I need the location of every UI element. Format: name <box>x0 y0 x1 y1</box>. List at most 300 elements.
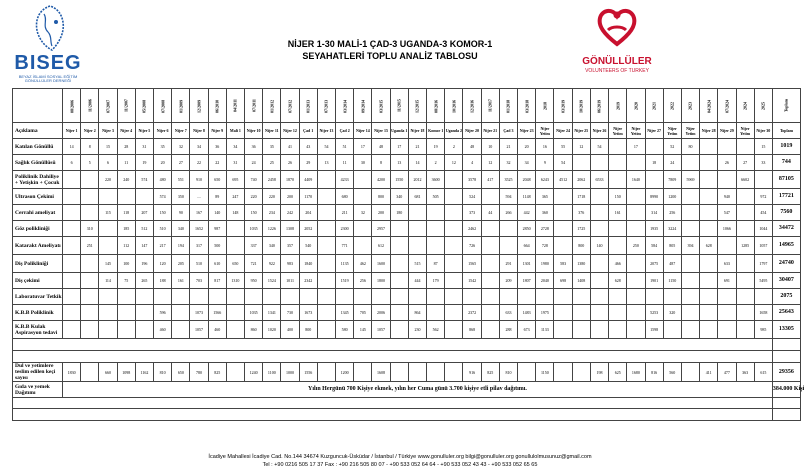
value-cell <box>609 139 627 155</box>
value-cell <box>427 221 445 237</box>
trip-column-header: Çad 2 <box>336 123 354 139</box>
value-cell <box>627 189 645 205</box>
first-column-header: Açıklama <box>13 123 63 139</box>
value-cell <box>590 321 608 339</box>
value-cell: 34 <box>226 139 244 155</box>
value-cell: 510 <box>190 255 208 273</box>
value-cell: 4409 <box>299 171 317 189</box>
value-cell <box>317 273 335 289</box>
value-cell: 983 <box>281 255 299 273</box>
trip-column-header: Nijer 25 <box>572 123 590 139</box>
value-cell <box>754 171 772 189</box>
value-cell: 2957 <box>372 221 390 237</box>
biseg-subtitle: BEYAZ İSLAMİ SOSYAL EĞİTİM GÖNÜLLÜLER DERNEĞİ <box>18 74 78 83</box>
value-cell <box>63 205 81 221</box>
value-cell: 7809 <box>663 171 681 189</box>
value-cell <box>226 237 244 255</box>
value-cell: 3525 <box>499 171 517 189</box>
value-cell: 21 <box>408 139 426 155</box>
heart-hand-icon <box>596 6 638 48</box>
date-header-cell: 12/2009 <box>190 89 208 123</box>
wells-row <box>13 409 801 421</box>
trip-column-header: Nijer 28 <box>700 123 718 139</box>
value-cell: 1310 <box>226 273 244 289</box>
value-cell <box>554 205 572 221</box>
row-label: Laboratuvar Tetkik <box>13 289 63 305</box>
row-total: 1019 <box>772 139 800 155</box>
value-cell <box>336 289 354 305</box>
value-cell: 120 <box>154 255 172 273</box>
value-cell: 633 <box>499 305 517 321</box>
value-cell: 1150 <box>536 363 554 382</box>
date-header-cell: 07/2012 <box>281 89 299 123</box>
date-header-cell: 03/2014 <box>336 89 354 123</box>
value-cell: 32 <box>172 139 190 155</box>
value-cell: 188 <box>154 273 172 289</box>
value-cell: 13 <box>390 155 408 171</box>
date-header-cell: 07/2024 <box>718 89 736 123</box>
value-cell: 805 <box>663 237 681 255</box>
value-cell: 580 <box>336 321 354 339</box>
date-header-cell: 2025 <box>754 89 772 123</box>
value-cell: 357 <box>281 237 299 255</box>
value-cell: 740 <box>245 171 263 189</box>
value-cell: 43 <box>299 139 317 155</box>
value-cell <box>317 363 335 382</box>
row-total: 384.000 Kişi <box>772 382 800 398</box>
value-cell <box>63 237 81 255</box>
value-cell <box>408 289 426 305</box>
value-cell: 48 <box>463 139 481 155</box>
value-cell: 12 <box>572 139 590 155</box>
date-header-cell: 08/2016 <box>427 89 445 123</box>
value-cell: 2 <box>445 139 463 155</box>
value-cell: 868 <box>463 321 481 339</box>
value-cell <box>609 289 627 305</box>
value-cell <box>317 305 335 321</box>
goat-distribution-row <box>13 363 801 382</box>
value-cell <box>518 289 536 305</box>
value-cell <box>700 171 718 189</box>
value-cell <box>154 289 172 305</box>
value-cell <box>408 237 426 255</box>
table-row <box>13 321 801 339</box>
value-cell: 337 <box>245 237 263 255</box>
value-cell <box>99 321 117 339</box>
value-cell: 524 <box>463 189 481 205</box>
value-cell: 150 <box>245 205 263 221</box>
value-cell <box>226 289 244 305</box>
date-header-cell: 03/2019 <box>554 89 572 123</box>
value-cell <box>663 321 681 339</box>
value-cell: 6 <box>99 155 117 171</box>
value-cell <box>354 189 372 205</box>
value-cell: 703 <box>190 273 208 289</box>
value-cell: 4233 <box>336 171 354 189</box>
value-cell <box>317 205 335 221</box>
value-cell: 780 <box>190 363 208 382</box>
value-cell <box>445 321 463 339</box>
value-cell <box>317 289 335 305</box>
row-total: 29356 <box>772 363 800 382</box>
value-cell <box>663 289 681 305</box>
value-cell: 691 <box>718 273 736 289</box>
value-cell <box>536 289 554 305</box>
value-cell <box>81 205 99 221</box>
date-header-cell: 12/2015 <box>408 89 426 123</box>
date-header-cell: 07/2011 <box>245 89 263 123</box>
value-cell <box>499 289 517 305</box>
value-cell: 2052 <box>299 221 317 237</box>
value-cell <box>627 321 645 339</box>
value-cell: 1035 <box>245 305 263 321</box>
value-cell <box>718 321 736 339</box>
value-cell: 26 <box>718 155 736 171</box>
value-cell: 1200 <box>663 189 681 205</box>
trip-column-header: Nijer 15 <box>372 123 390 139</box>
value-cell: 6243 <box>536 171 554 189</box>
value-cell <box>554 221 572 237</box>
footer-address: İcadiye Mahallesi İcadiye Cad. No.144 34674 Kuzguncuk-Üsküdar / İstanbul / Türkiye www.gonulluler.org bilgi@gonulluler.org gonullulolmusunuz@gmail.com <box>208 454 592 460</box>
value-cell <box>554 237 572 255</box>
value-cell: 480 <box>154 171 172 189</box>
date-header-cell: 2022 <box>663 89 681 123</box>
value-cell: 112 <box>117 237 135 255</box>
value-cell: 44 <box>481 205 499 221</box>
value-cell: 24 <box>245 155 263 171</box>
value-cell: 1301 <box>518 255 536 273</box>
value-cell: 220 <box>263 189 281 205</box>
value-cell: 6 <box>63 155 81 171</box>
value-cell: 462 <box>354 255 372 273</box>
value-cell <box>408 221 426 237</box>
trip-column-header: Nijer 5 <box>135 123 153 139</box>
value-cell: 466 <box>609 255 627 273</box>
value-cell: 660 <box>99 363 117 382</box>
value-cell <box>590 273 608 289</box>
analysis-table <box>12 88 804 421</box>
corner-cell <box>13 89 63 123</box>
value-cell: 2 <box>427 155 445 171</box>
value-cell <box>63 189 81 205</box>
row-total: 744 <box>772 155 800 171</box>
value-cell: 19 <box>427 139 445 155</box>
value-cell: 89 <box>208 189 226 205</box>
value-cell <box>627 221 645 237</box>
value-cell: 1073 <box>190 305 208 321</box>
value-cell: 1935 <box>645 221 663 237</box>
value-cell <box>590 289 608 305</box>
value-cell: 5253 <box>645 305 663 321</box>
value-cell <box>736 139 754 155</box>
trip-column-header: Nijer 21 <box>481 123 499 139</box>
value-cell: 14 <box>63 139 81 155</box>
trip-column-header: Nijer 6 <box>154 123 172 139</box>
value-cell <box>445 171 463 189</box>
value-cell <box>445 189 463 205</box>
value-cell: 13 <box>317 155 335 171</box>
value-cell <box>135 189 153 205</box>
table-row <box>13 171 801 189</box>
value-cell: 28 <box>117 139 135 155</box>
value-cell <box>99 237 117 255</box>
value-cell: 1565 <box>463 255 481 273</box>
value-cell <box>99 189 117 205</box>
trip-column-header: Nijer 20 <box>463 123 481 139</box>
value-cell <box>427 363 445 382</box>
date-header-cell: 2018 <box>536 89 554 123</box>
value-cell: 583 <box>554 255 572 273</box>
row-total: 7560 <box>772 205 800 221</box>
date-header-cell: 2023 <box>681 89 699 123</box>
value-cell <box>590 205 608 221</box>
value-cell: 36 <box>208 139 226 155</box>
value-cell <box>172 321 190 339</box>
value-cell <box>63 255 81 273</box>
value-cell <box>117 189 135 205</box>
value-cell <box>117 321 135 339</box>
value-cell: 628 <box>609 273 627 289</box>
value-cell: .... <box>190 189 208 205</box>
value-cell <box>645 289 663 305</box>
value-cell: 3224 <box>663 221 681 237</box>
date-header-cell: 01/2009 <box>172 89 190 123</box>
value-cell: 1542 <box>463 273 481 289</box>
value-cell <box>226 363 244 382</box>
value-cell: 5969 <box>681 171 699 189</box>
trip-column-header: Nijer 8 <box>190 123 208 139</box>
row-label: Ultrason Çekimi <box>13 189 63 205</box>
value-cell: 2462 <box>463 221 481 237</box>
trip-column-header: Nijer 12 <box>281 123 299 139</box>
value-cell <box>718 237 736 255</box>
value-cell <box>499 221 517 237</box>
value-cell <box>445 363 463 382</box>
value-cell: 29 <box>299 155 317 171</box>
value-cell: 16 <box>536 139 554 155</box>
value-cell: 75 <box>117 273 135 289</box>
value-cell: 209 <box>499 273 517 289</box>
food-distribution-row <box>13 382 801 398</box>
value-cell: 114 <box>99 273 117 289</box>
value-cell: 1000 <box>281 363 299 382</box>
value-cell <box>700 289 718 305</box>
trip-column-header: Nijer Yetim <box>536 123 554 139</box>
date-header-cell: 10/2019 <box>572 89 590 123</box>
row-label: Diş Polikliniği <box>13 255 63 273</box>
value-cell <box>481 221 499 237</box>
value-cell <box>554 289 572 305</box>
sunnet-row-total <box>772 339 800 351</box>
value-cell: 10 <box>481 139 499 155</box>
value-cell <box>481 321 499 339</box>
value-cell: 20 <box>518 139 536 155</box>
value-cell <box>135 289 153 305</box>
value-cell <box>590 305 608 321</box>
value-cell: 33 <box>754 155 772 171</box>
trip-column-header: Nijer Yetim <box>681 123 699 139</box>
value-cell <box>245 289 263 305</box>
value-cell <box>226 305 244 321</box>
iftar-row-total <box>772 398 800 409</box>
value-cell: 596 <box>154 305 172 321</box>
value-cell: 291 <box>499 255 517 273</box>
value-cell <box>481 255 499 273</box>
trip-column-header: Nijer 13 <box>317 123 335 139</box>
value-cell: 6533 <box>590 171 608 189</box>
value-cell: 1133 <box>536 321 554 339</box>
value-cell: 31 <box>226 155 244 171</box>
value-cell <box>81 363 99 382</box>
date-header-cell: 06/2019 <box>590 89 608 123</box>
value-cell: 394 <box>681 237 699 255</box>
date-header-cell: 01/2013 <box>299 89 317 123</box>
value-cell: 985 <box>754 321 772 339</box>
date-header-cell: 09/2014 <box>354 89 372 123</box>
value-cell: 2012 <box>408 171 426 189</box>
gonulluler-logo <box>562 6 672 86</box>
value-cell: 454 <box>754 205 772 221</box>
biseg-map-icon <box>30 4 70 52</box>
value-cell <box>609 171 627 189</box>
value-cell: 145 <box>99 255 117 273</box>
value-cell <box>63 305 81 321</box>
value-cell: 728 <box>536 237 554 255</box>
row-total: 34472 <box>772 221 800 237</box>
value-cell: 800 <box>572 237 590 255</box>
value-cell: 12 <box>445 155 463 171</box>
value-cell: 1807 <box>518 273 536 289</box>
value-cell <box>81 255 99 273</box>
row-label: Diş çekimi <box>13 273 63 289</box>
value-cell <box>718 289 736 305</box>
value-cell: 1170 <box>299 189 317 205</box>
value-cell <box>681 155 699 171</box>
value-cell <box>627 205 645 221</box>
value-cell: 1680 <box>627 363 645 382</box>
value-cell: 916 <box>463 363 481 382</box>
value-cell: 1380 <box>572 255 590 273</box>
value-cell: 860 <box>245 321 263 339</box>
date-header-cell: 07/2013 <box>317 89 335 123</box>
value-cell: 204 <box>299 205 317 221</box>
value-cell <box>590 255 608 273</box>
value-cell: 150 <box>609 189 627 205</box>
value-cell: 217 <box>154 237 172 255</box>
value-cell: 1240 <box>245 363 263 382</box>
value-cell <box>627 305 645 321</box>
value-cell <box>681 205 699 221</box>
trip-column-header: Nijer 2 <box>81 123 99 139</box>
value-cell: 15 <box>99 139 117 155</box>
value-cell: 54 <box>590 139 608 155</box>
table-row <box>13 237 801 255</box>
row-label: Dul ve yetimlere teslim edilen keçi sayısı <box>13 363 63 382</box>
table-row <box>13 305 801 321</box>
value-cell <box>427 289 445 305</box>
value-cell <box>681 305 699 321</box>
value-cell <box>700 189 718 205</box>
row-total: 14965 <box>772 237 800 255</box>
value-cell <box>590 155 608 171</box>
value-cell <box>172 289 190 305</box>
value-cell: 477 <box>718 363 736 382</box>
value-cell: 625 <box>609 363 627 382</box>
value-cell <box>754 289 772 305</box>
value-cell: 80 <box>681 139 699 155</box>
value-cell: 1098 <box>117 363 135 382</box>
value-cell: 650 <box>226 255 244 273</box>
trip-column-header: Nijer 7 <box>172 123 190 139</box>
date-header-cell: 12/2016 <box>463 89 481 123</box>
value-cell: 680 <box>336 189 354 205</box>
value-cell <box>681 289 699 305</box>
value-cell: 612 <box>372 237 390 255</box>
value-cell: 1483 <box>518 305 536 321</box>
value-cell: 32 <box>354 205 372 221</box>
total-column-header: Toplam <box>772 123 800 139</box>
value-cell: 1797 <box>754 255 772 273</box>
value-cell: 5495 <box>754 273 772 289</box>
date-header-cell: 05/2008 <box>135 89 153 123</box>
value-cell: 140 <box>208 205 226 221</box>
value-cell: 1057 <box>372 321 390 339</box>
value-cell: 1725 <box>572 221 590 237</box>
value-cell: 1556 <box>299 363 317 382</box>
value-cell: 376 <box>572 205 590 221</box>
value-cell: 1057 <box>190 321 208 339</box>
value-cell: 505 <box>427 189 445 205</box>
value-cell <box>81 305 99 321</box>
value-cell <box>390 289 408 305</box>
value-cell: 460 <box>208 321 226 339</box>
value-cell: 48 <box>372 139 390 155</box>
value-cell: 9 <box>536 155 554 171</box>
value-cell: 115 <box>99 205 117 221</box>
value-cell <box>299 289 317 305</box>
value-cell: 19 <box>135 155 153 171</box>
value-cell: 180 <box>390 205 408 221</box>
value-cell: 574 <box>135 171 153 189</box>
value-cell: 5 <box>81 155 99 171</box>
value-cell: 610 <box>208 255 226 273</box>
value-cell <box>481 189 499 205</box>
date-header-cell: 2021 <box>645 89 663 123</box>
value-cell <box>317 221 335 237</box>
trip-column-header: Nijer 4 <box>117 123 135 139</box>
trip-column-header: Nijer 29 <box>718 123 736 139</box>
value-cell <box>427 305 445 321</box>
value-cell <box>81 189 99 205</box>
row-label: K.B.B Poliklinik <box>13 305 63 321</box>
value-cell <box>63 273 81 289</box>
trip-column-header: Nijer Yetim <box>663 123 681 139</box>
value-cell <box>408 363 426 382</box>
value-cell <box>627 255 645 273</box>
trip-column-header: Nijer 23 <box>518 123 536 139</box>
sunnet-row-text <box>13 339 773 351</box>
row-total: 24740 <box>772 255 800 273</box>
value-cell: 21 <box>499 139 517 155</box>
trip-column-header: Komor 1 <box>427 123 445 139</box>
value-cell <box>99 289 117 305</box>
value-cell: 540 <box>299 237 317 255</box>
trip-column-header: Çad 1 <box>299 123 317 139</box>
value-cell: 25 <box>263 155 281 171</box>
value-cell: 681 <box>408 189 426 205</box>
value-cell: 940 <box>718 189 736 205</box>
wells-row-total <box>772 409 800 421</box>
